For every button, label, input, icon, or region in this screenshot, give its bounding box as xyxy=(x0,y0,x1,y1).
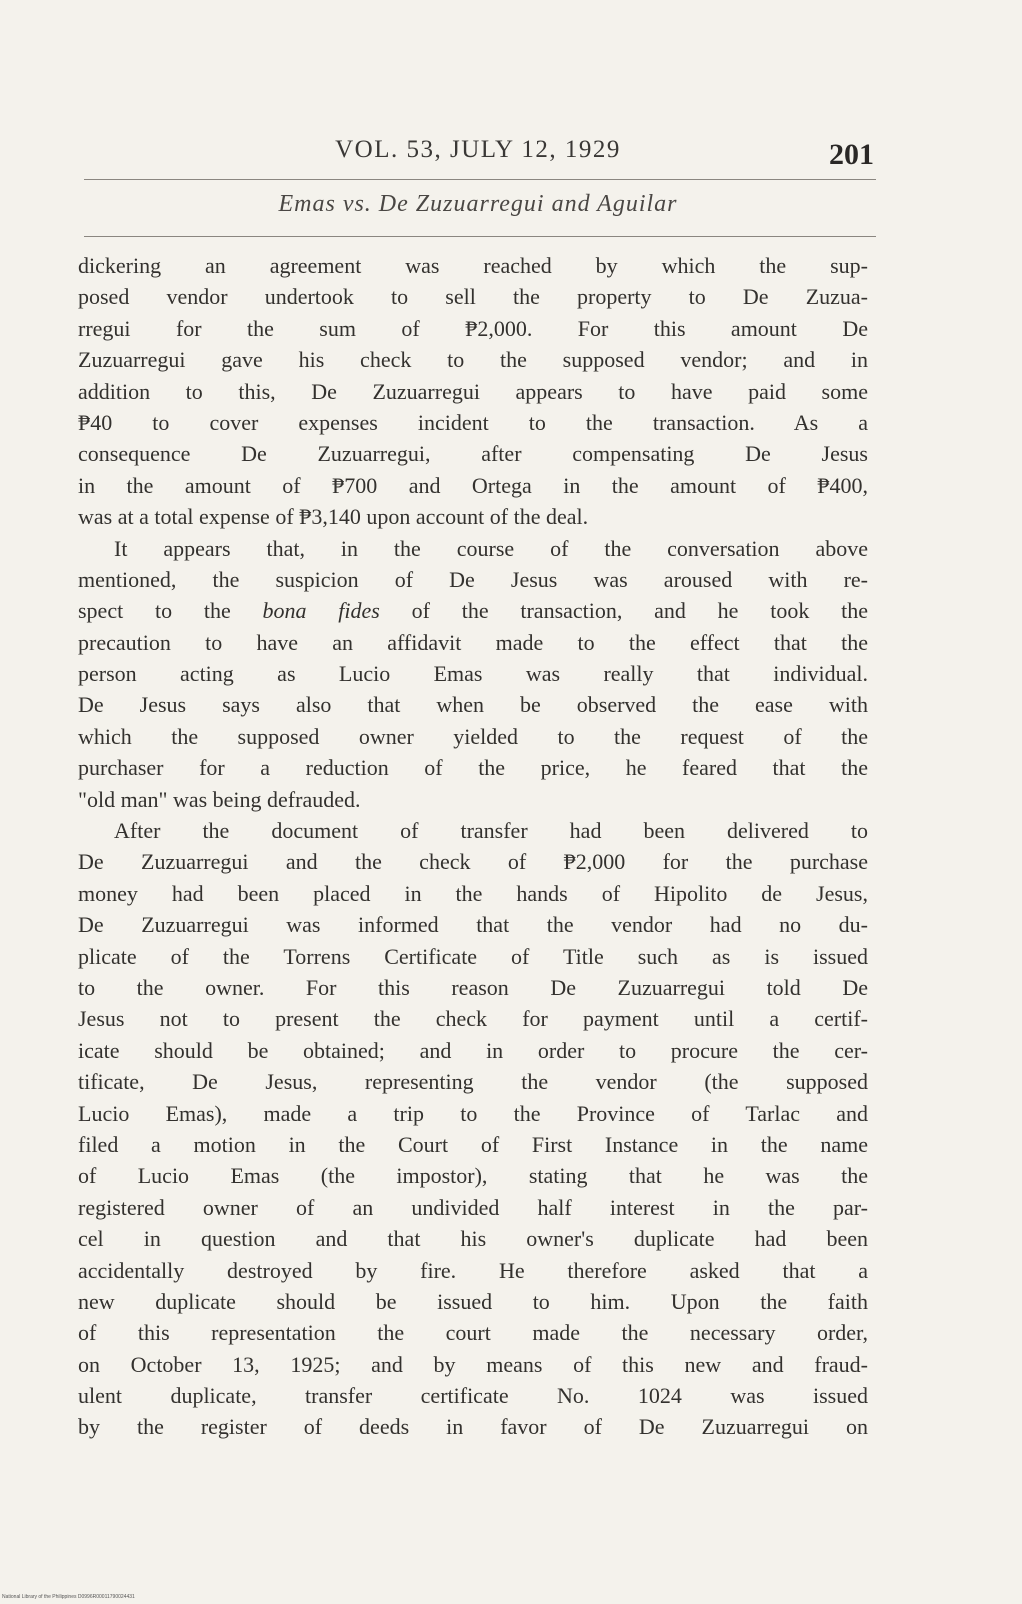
text-line: "old man" was being defrauded. xyxy=(78,786,361,812)
text-line: ₱40 to cover expenses incident to the transaction. As a xyxy=(78,409,868,435)
body-text xyxy=(78,250,868,1443)
title-rule xyxy=(84,236,876,237)
text-line: dickering an agreement was reached by which the sup- xyxy=(78,253,868,278)
running-head: VOL. 53, JULY 12, 1929 xyxy=(335,136,621,163)
text-line: Jesus not to present the check for payment until a certif- xyxy=(78,1006,868,1032)
text-line: De Zuzuarregui was informed that the vendor had no du- xyxy=(78,912,868,938)
text-line: in the amount of ₱700 and Ortega in the amount of ₱400, xyxy=(78,472,868,498)
scan-footer-label: National Library of the Philippines D0996R00011790024431 xyxy=(2,1594,135,1600)
text-line: filed a motion in the Court of First Instance in the name xyxy=(78,1131,868,1157)
text-line: on October 13, 1925; and by means of this new and fraud- xyxy=(78,1351,868,1377)
text-line: cel in question and that his owner's duplicate had been xyxy=(78,1226,868,1252)
case-title: Emas vs. De Zuzuarregui and Aguilar xyxy=(278,191,678,217)
text-line: De Jesus says also that when be observed the ease with xyxy=(78,692,868,718)
text-line: spect to the bona fides of the transaction, and he took the xyxy=(78,598,868,624)
text-line: tificate, De Jesus, representing the vendor (the supposed xyxy=(78,1069,868,1095)
page-header xyxy=(78,136,878,180)
text-line: by the register of deeds in favor of De Zuzuarregui on xyxy=(78,1414,868,1440)
text-line: plicate of the Torrens Certificate of Title such as is issued xyxy=(78,943,868,969)
text-line: person acting as Lucio Emas was really that individual. xyxy=(78,661,868,687)
text-line: money had been placed in the hands of Hipolito de Jesus, xyxy=(78,880,868,906)
text-line: addition to this, De Zuzuarregui appears to have paid some xyxy=(78,378,868,404)
text-line: accidentally destroyed by fire. He therefore asked that a xyxy=(78,1257,868,1283)
text-line: Zuzuarregui gave his check to the supposed vendor; and in xyxy=(78,347,868,373)
text-line: was at a total expense of ₱3,140 upon account of the deal. xyxy=(78,504,589,530)
text-line: posed vendor undertook to sell the property to De Zuzua- xyxy=(78,284,868,310)
page-number: 201 xyxy=(829,138,874,171)
text-line: to the owner. For this reason De Zuzuarregui told De xyxy=(78,974,868,1000)
text-line: mentioned, the suspicion of De Jesus was aroused with re- xyxy=(78,566,868,592)
text-line: De Zuzuarregui and the check of ₱2,000 for the purchase xyxy=(78,849,868,875)
text-line: It appears that, in the course of the conversation above xyxy=(114,535,868,561)
text-line: Lucio Emas), made a trip to the Province of Tarlac and xyxy=(78,1100,868,1126)
text-line: of Lucio Emas (the impostor), stating that he was the xyxy=(78,1163,868,1189)
text-line: rregui for the sum of ₱2,000. For this amount De xyxy=(78,315,868,341)
italic-phrase: bona fides xyxy=(262,598,380,624)
text-line: icate should be obtained; and in order to procure the cer- xyxy=(78,1037,868,1063)
text-line: registered owner of an undivided half interest in the par- xyxy=(78,1194,868,1220)
text-line: new duplicate should be issued to him. Upon the faith xyxy=(78,1288,868,1314)
text-line: precaution to have an affidavit made to the effect that the xyxy=(78,629,868,655)
text-line: which the supposed owner yielded to the request of the xyxy=(78,723,868,749)
header-rule xyxy=(84,179,876,180)
text-line: After the document of transfer had been delivered to xyxy=(114,818,868,844)
text-line: purchaser for a reduction of the price, he feared that the xyxy=(78,755,868,781)
text-line: consequence De Zuzuarregui, after compensating De Jesus xyxy=(78,441,868,467)
text-line: ulent duplicate, transfer certificate No. 1024 was issued xyxy=(78,1383,868,1409)
text-line: of this representation the court made the necessary order, xyxy=(78,1320,868,1346)
